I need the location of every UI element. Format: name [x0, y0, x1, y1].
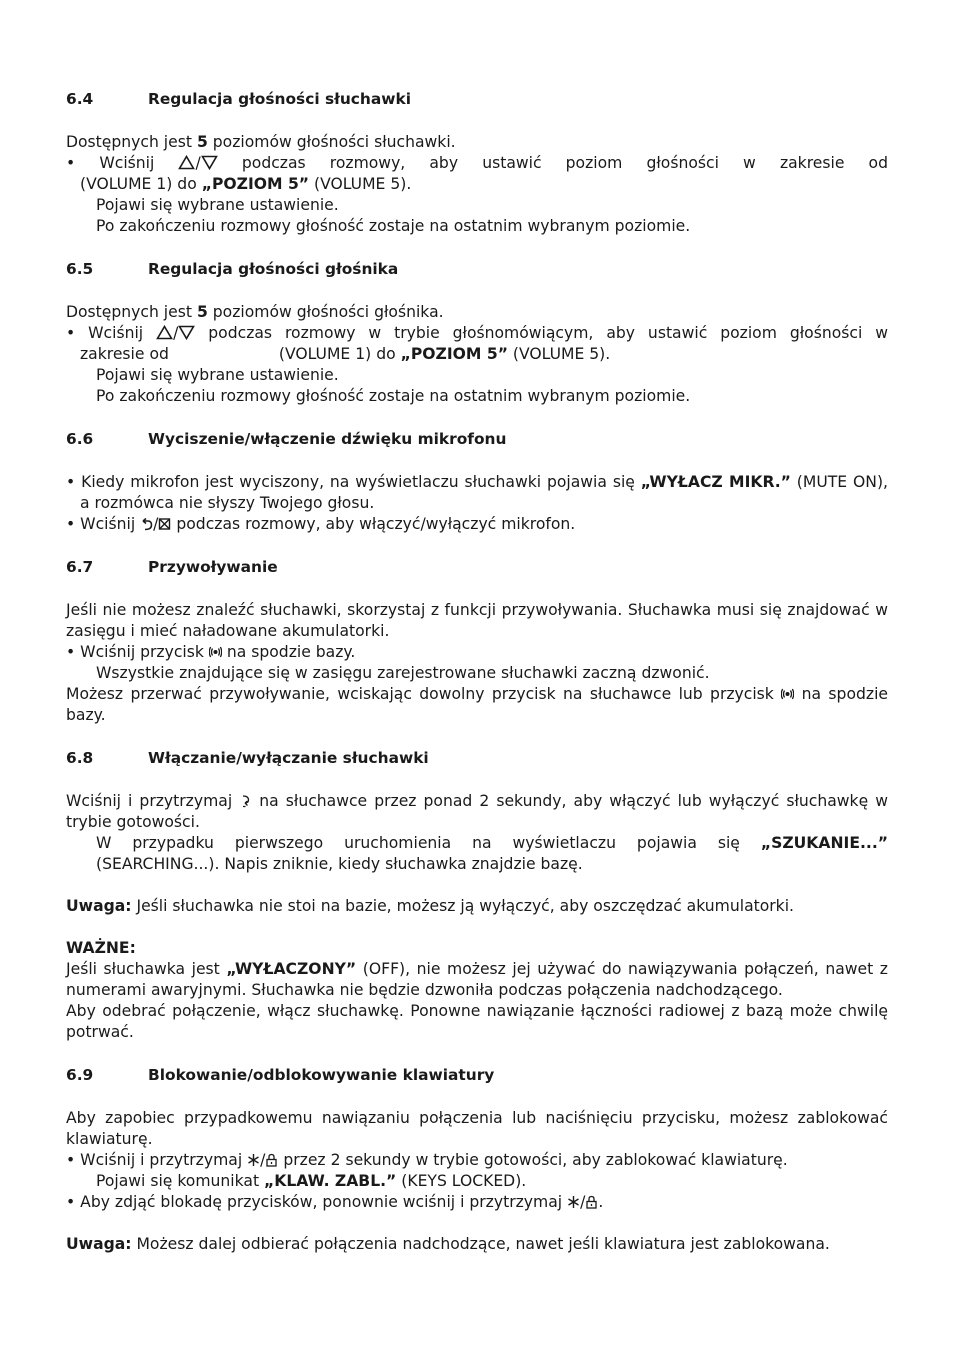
- up-triangle-icon: [178, 155, 195, 170]
- section-number: 6.4: [66, 90, 94, 108]
- mic-mute-icon: [158, 517, 171, 531]
- power-end-icon: [239, 794, 252, 808]
- paragraph: Aby zapobiec przypadkowemu nawiązaniu połączenia lub naciśnięciu przycisku, możesz zablokować klawiaturę.: [66, 1109, 888, 1148]
- lock-icon: [265, 1153, 278, 1167]
- section-6-5-heading: 6.5 Regulacja głośności głośnika: [66, 260, 399, 278]
- section-6-7-heading: 6.7 Przywoływanie: [66, 558, 278, 576]
- section-6-4-heading: [66, 88, 888, 110]
- note: Uwaga: Możesz dalej odbierać połączenia nadchodzące, nawet jeśli klawiatura jest zablokowana.: [66, 1235, 830, 1253]
- paragraph: Jeśli słuchawka jest „WYŁACZONY” (OFF), nie możesz jej używać do nawiązywania połączeń, nawet z numerami awaryjnymi. Słuchawka nie będzie dzwoniła podczas połączenia nadchodzącego.: [66, 960, 888, 999]
- paragraph: Dostępnych jest 5 poziomów głośności słuchawki.: [66, 133, 456, 151]
- bullet-item: • Aby zdjąć blokadę przycisków, ponownie wciśnij i przytrzymaj / .: [66, 1193, 604, 1211]
- paging-icon: [209, 645, 222, 659]
- document-page: [66, 88, 888, 1255]
- bullet-item: • Wciśnij i przytrzymaj / przez 2 sekundy w trybie gotowości, aby zablokować klawiaturę.: [66, 1151, 788, 1169]
- star-icon: [567, 1195, 580, 1209]
- paging-icon: [781, 687, 794, 701]
- note-line: W przypadku pierwszego uruchomienia na wyświetlaczu pojawia się „SZUKANIE...” (SEARCHING...). Napis zniknie, kiedy słuchawka znajdzie bazę.: [96, 834, 888, 873]
- note-line: Po zakończeniu rozmowy głośność zostaje na ostatnim wybranym poziomie.: [96, 217, 691, 235]
- bullet-item: • Wciśnij / podczas rozmowy, aby włączyć/wyłączyć mikrofon.: [66, 515, 576, 533]
- section-6-9-heading: 6.9 Blokowanie/odblokowywanie klawiatury: [66, 1066, 495, 1084]
- lock-icon: [585, 1195, 598, 1209]
- section-6-6-heading: 6.6 Wyciszenie/włączenie dźwięku mikrofonu: [66, 430, 507, 448]
- important-label: WAŻNE:: [66, 939, 136, 957]
- paragraph: Jeśli nie możesz znaleźć słuchawki, skorzystaj z funkcji przywoływania. Słuchawka musi się znajdować w zasięgu i mieć naładowane akumulatorki.: [66, 601, 888, 640]
- bullet-continuation: (VOLUME 1) do „POZIOM 5” (VOLUME 5).: [80, 175, 412, 193]
- paragraph: Wciśnij i przytrzymaj na słuchawce przez ponad 2 sekundy, aby włączyć lub wyłączyć słuchawkę w trybie gotowości.: [66, 792, 888, 831]
- section-6-8-heading: 6.8 Włączanie/wyłączanie słuchawki: [66, 749, 429, 767]
- down-triangle-icon: [201, 155, 218, 170]
- note-line: Pojawi się komunikat „KLAW. ZABL.” (KEYS LOCKED).: [96, 1172, 527, 1190]
- mute-back-icon: [140, 517, 153, 531]
- bullet-item: • Kiedy mikrofon jest wyciszony, na wyświetlaczu słuchawki pojawia się „WYŁACZ MIKR.” (MUTE ON), a rozmówca nie słyszy Twojego głosu.: [66, 473, 888, 512]
- paragraph: Możesz przerwać przywoływanie, wciskając dowolny przycisk na słuchawce lub przycisk na spodzie bazy.: [66, 685, 889, 724]
- note-line: Wszystkie znajdujące się w zasięgu zarejestrowane słuchawki zaczną dzwonić.: [96, 664, 710, 682]
- up-triangle-icon: [156, 325, 173, 340]
- section-title: Regulacja głośności słuchawki: [148, 90, 412, 108]
- paragraph: Aby odebrać połączenie, włącz słuchawkę. Ponowne nawiązanie łączności radiowej z bazą może chwilę potrwać.: [66, 1002, 888, 1041]
- note-line: Pojawi się wybrane ustawienie.: [96, 366, 339, 384]
- note: Uwaga: Jeśli słuchawka nie stoi na bazie, możesz ją wyłączyć, aby oszczędzać akumulatorki.: [66, 897, 795, 915]
- bullet-item: • Wciśnij przycisk na spodzie bazy.: [66, 643, 356, 661]
- bullet-continuation: zakresie od (VOLUME 1) do „POZIOM 5” (VOLUME 5).: [80, 345, 611, 363]
- bullet-item: • Wciśnij / podczas rozmowy, aby ustawić poziom głośności w zakresie od: [66, 154, 888, 172]
- down-triangle-icon: [178, 325, 195, 340]
- star-icon: [247, 1153, 260, 1167]
- note-line: Pojawi się wybrane ustawienie.: [96, 196, 339, 214]
- note-line: Po zakończeniu rozmowy głośność zostaje na ostatnim wybranym poziomie.: [96, 387, 691, 405]
- paragraph: Dostępnych jest 5 poziomów głośności głośnika.: [66, 303, 444, 321]
- bullet-item: • Wciśnij / podczas rozmowy w trybie głośnomówiącym, aby ustawić poziom głośności w: [66, 324, 888, 342]
